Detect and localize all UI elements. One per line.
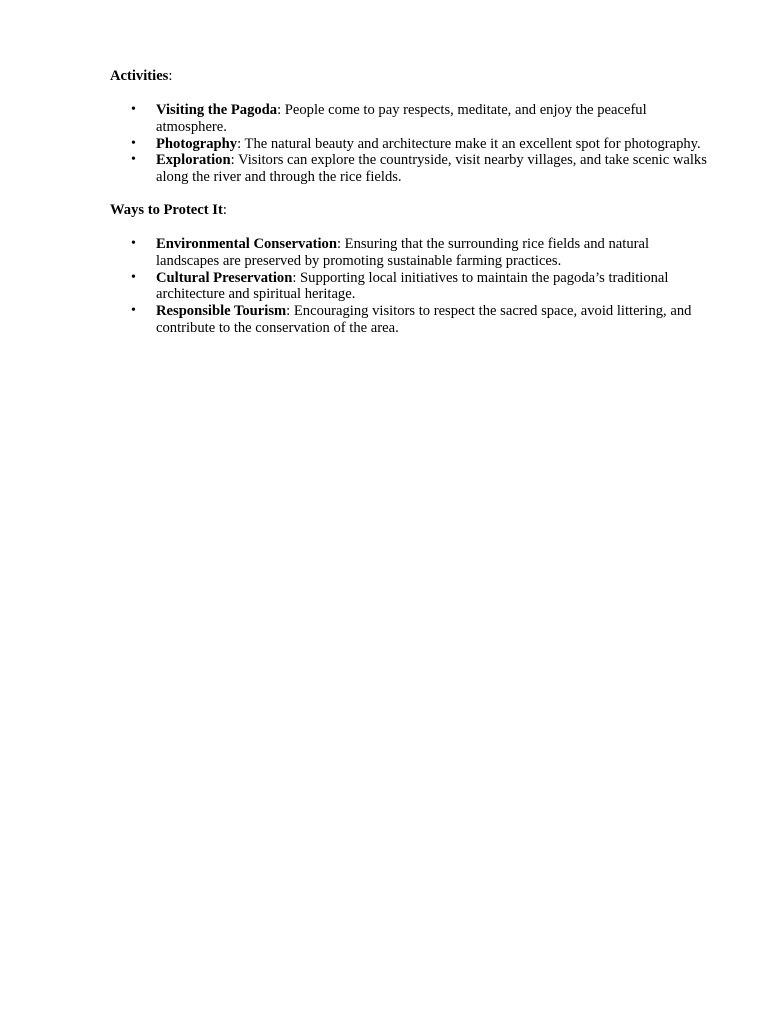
heading-colon: : <box>222 201 227 218</box>
heading-text: Activities <box>110 68 169 84</box>
item-term: Responsible Tourism <box>156 303 287 320</box>
list-item <box>110 236 710 270</box>
item-description: : The natural beauty and architecture make it an excellent spot for photography. <box>237 135 701 152</box>
list-item <box>110 270 710 304</box>
section-heading-ways-to-protect <box>110 202 710 219</box>
section-spacer <box>110 186 710 202</box>
item-term: Environmental Conservation <box>156 235 337 252</box>
section-heading-activities <box>110 68 710 85</box>
heading-text: Ways to Protect It <box>110 201 223 218</box>
protection-list <box>110 236 710 337</box>
item-description: : Visitors can explore the countryside, visit nearby villages, and take scenic walks along the river and through the rice fields. <box>156 152 707 186</box>
item-term: Exploration <box>156 152 231 169</box>
bullet-icon: • <box>131 102 136 117</box>
item-description: : Encouraging visitors to respect the sacred space, avoid littering, and contribute to the conservation of the area. <box>156 303 692 336</box>
bullet-icon: • <box>131 135 136 151</box>
activities-list <box>110 102 710 186</box>
bullet-icon: • <box>131 152 136 168</box>
item-description: : Supporting local initiatives to maintain the pagoda’s traditional architecture and spiritual heritage. <box>156 269 669 303</box>
item-term: Photography <box>156 135 238 152</box>
item-term: Cultural Preservation <box>156 269 293 286</box>
list-item <box>110 152 710 186</box>
bullet-icon: • <box>131 269 136 285</box>
list-item <box>110 136 710 153</box>
item-description: : People come to pay respects, meditate, and enjoy the peaceful atmosphere. <box>156 102 647 135</box>
item-description: : Ensuring that the surrounding rice fields and natural landscapes are preserved by promoting sustainable farming practices. <box>156 235 650 269</box>
heading-colon: : <box>168 68 173 84</box>
list-item <box>110 303 710 337</box>
document-page <box>110 68 710 337</box>
bullet-icon: • <box>131 303 136 319</box>
item-term: Visiting the Pagoda <box>156 102 278 118</box>
bullet-icon: • <box>131 235 136 251</box>
list-item <box>110 102 710 136</box>
